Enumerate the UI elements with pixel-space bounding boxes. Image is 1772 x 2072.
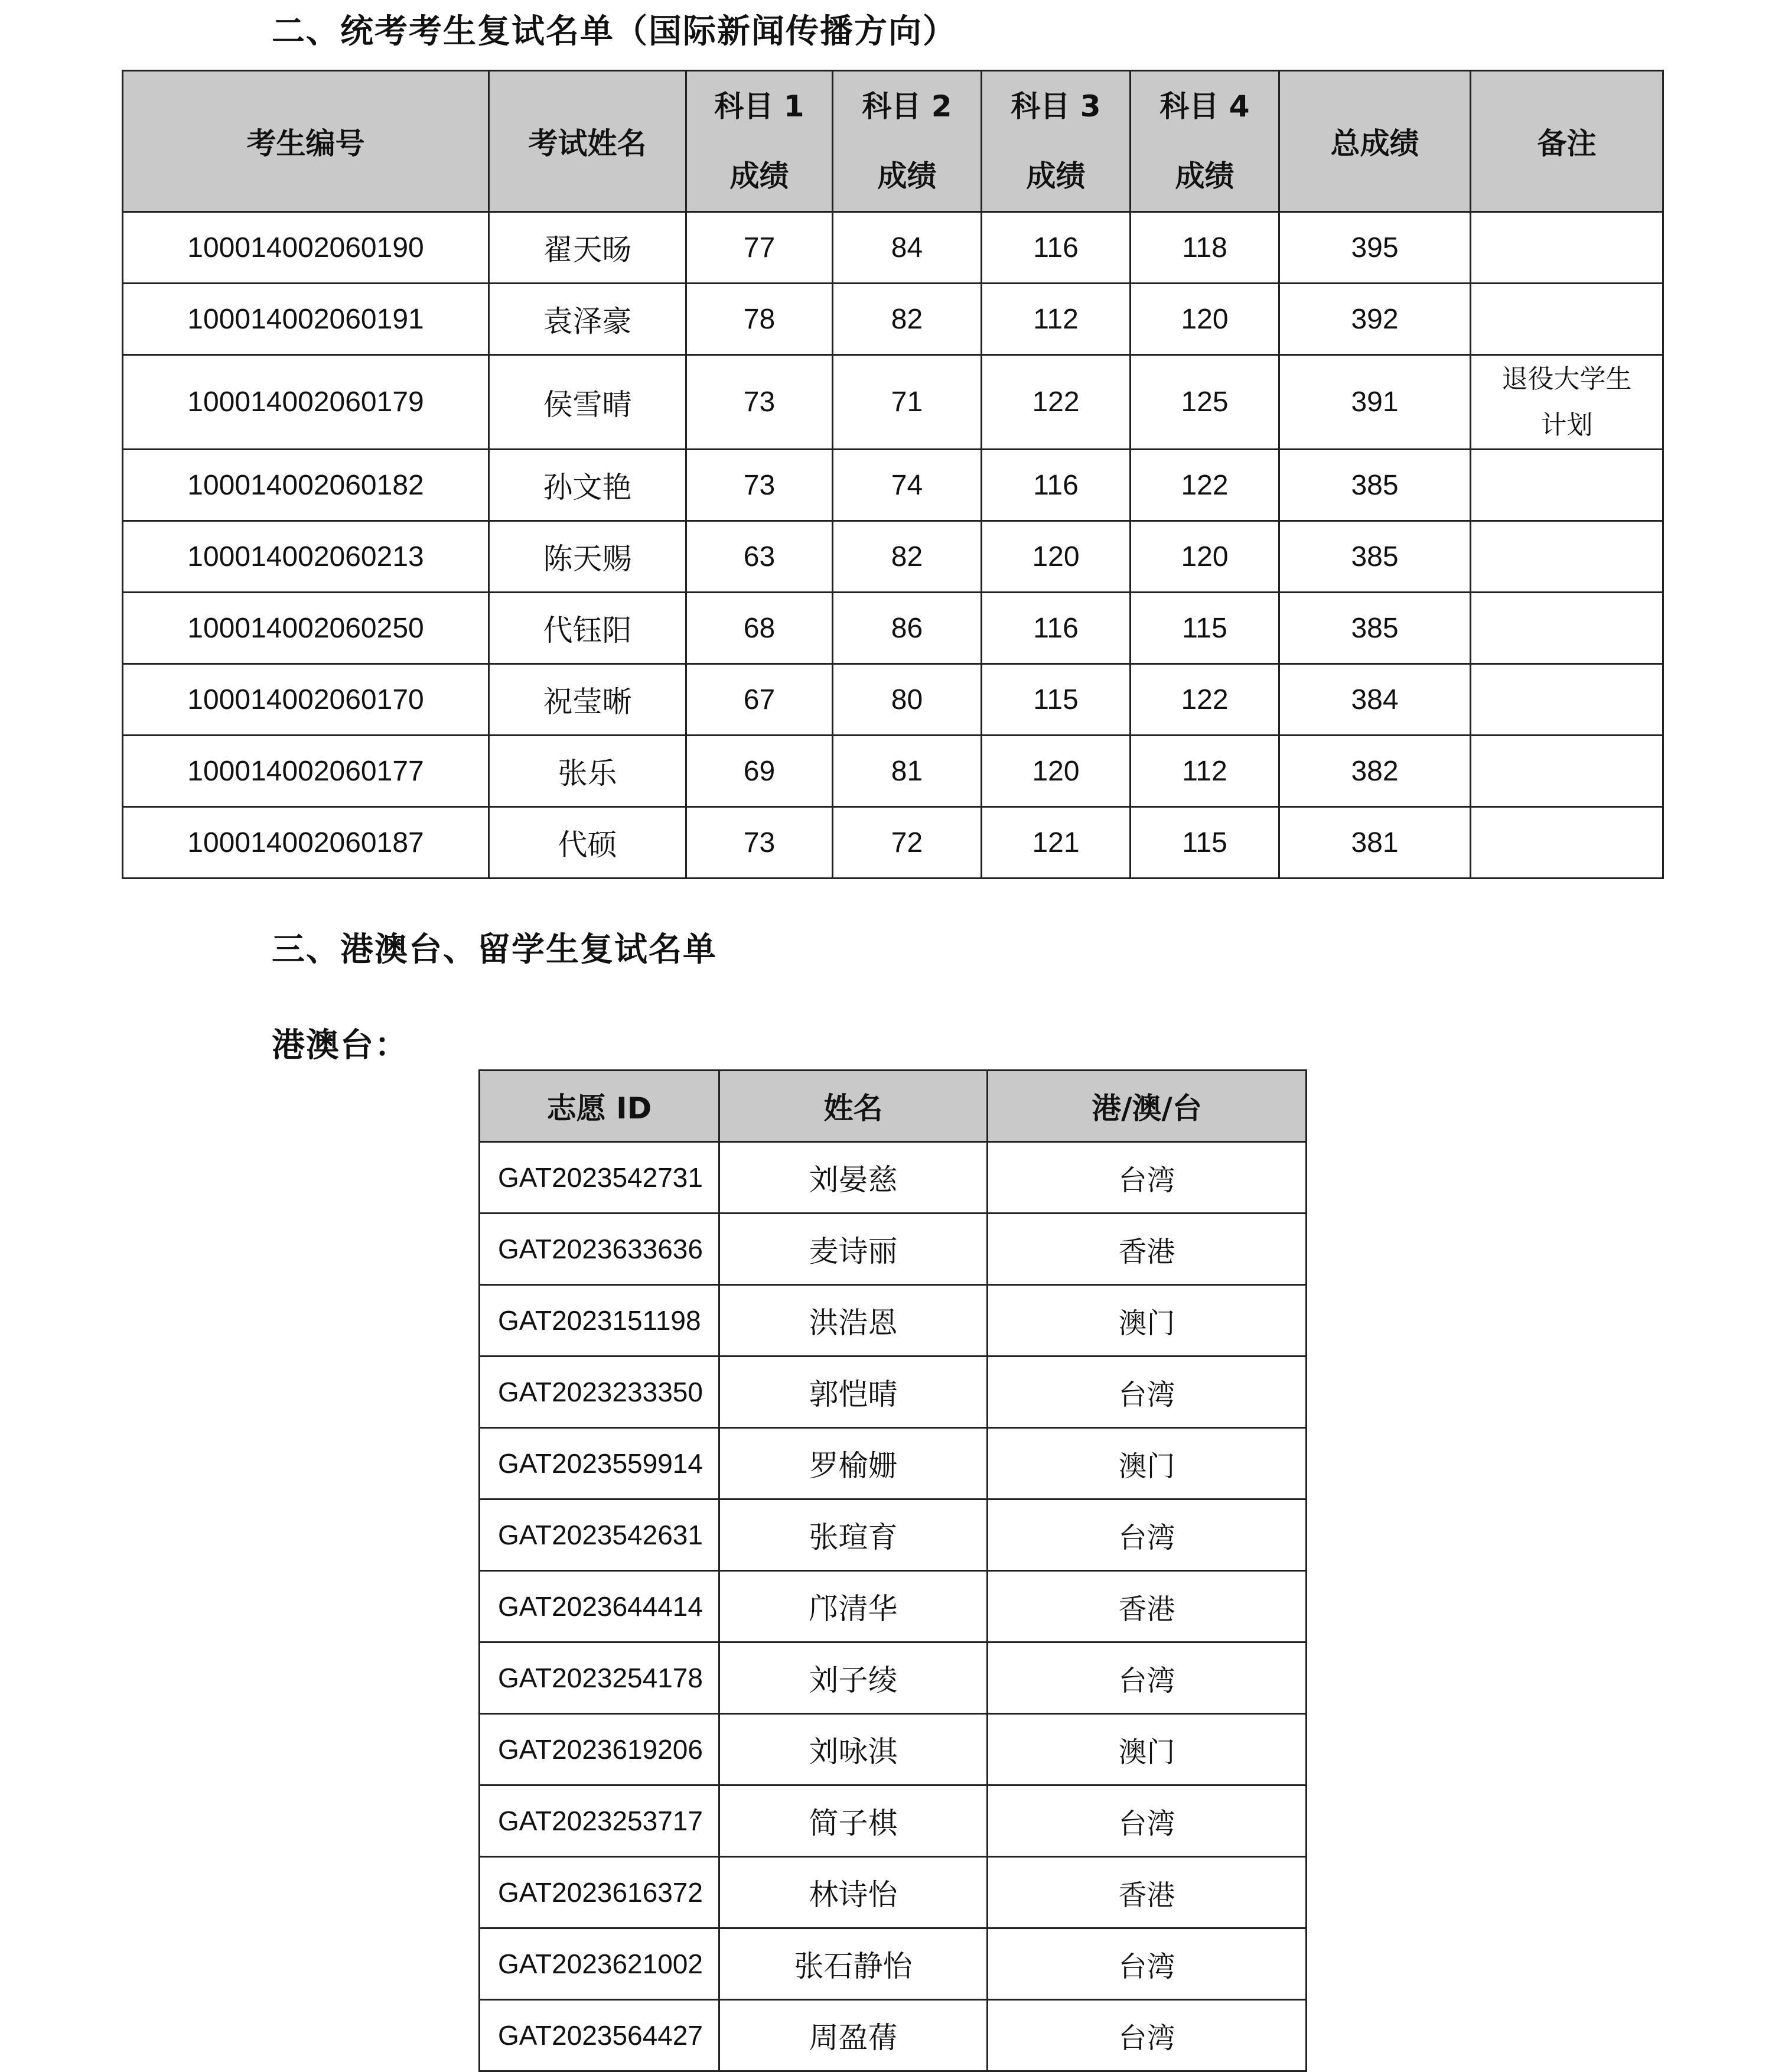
gat-table-header-row — [480, 1071, 1307, 1142]
application-id: GAT2023253717 — [480, 1785, 719, 1857]
subject-4-score: 112 — [1131, 736, 1279, 807]
applicant-name: 罗榆姗 — [719, 1428, 988, 1499]
candidate-name: 翟天旸 — [489, 212, 686, 284]
subject-1-score: 73 — [686, 807, 833, 879]
header-subject-2 — [833, 71, 982, 212]
header-candidate-name: 考试姓名 — [489, 71, 686, 212]
score-table — [122, 70, 1664, 879]
subject-4-score: 122 — [1131, 450, 1279, 521]
table-row — [480, 1214, 1307, 1285]
subject-1-score: 69 — [686, 736, 833, 807]
subject-1-score: 73 — [686, 355, 833, 450]
candidate-id: 100014002060179 — [123, 355, 489, 450]
header-candidate-id: 考生编号 — [123, 71, 489, 212]
table-row — [480, 1357, 1307, 1428]
header-subject-1-line2: 成绩 — [729, 159, 789, 193]
applicant-name: 周盈蒨 — [719, 2000, 988, 2071]
table-row — [123, 593, 1663, 664]
subject-4-score: 120 — [1131, 284, 1279, 355]
subject-1-score: 67 — [686, 664, 833, 736]
header-subject-3-line2: 成绩 — [1026, 159, 1086, 193]
header-subject-4-line2: 成绩 — [1175, 159, 1234, 193]
region: 台湾 — [988, 1928, 1307, 2000]
total-score: 392 — [1279, 284, 1471, 355]
note-cell — [1471, 664, 1663, 736]
note-cell — [1471, 593, 1663, 664]
table-row — [480, 1285, 1307, 1357]
note-cell — [1471, 521, 1663, 593]
note-cell — [1471, 736, 1663, 807]
header-subject-3 — [982, 71, 1131, 212]
total-score: 391 — [1279, 355, 1471, 450]
subject-3-score: 116 — [982, 593, 1131, 664]
region: 台湾 — [988, 1785, 1307, 1857]
table-row — [480, 1499, 1307, 1571]
candidate-id: 100014002060170 — [123, 664, 489, 736]
note-cell — [1471, 807, 1663, 879]
subject-1-score: 63 — [686, 521, 833, 593]
header-subject-4-line1: 科目 4 — [1159, 89, 1250, 123]
candidate-id: 100014002060182 — [123, 450, 489, 521]
subject-3-score: 121 — [982, 807, 1131, 879]
region: 澳门 — [988, 1714, 1307, 1785]
total-score: 385 — [1279, 521, 1471, 593]
candidate-name: 孙文艳 — [489, 450, 686, 521]
subject-1-score: 68 — [686, 593, 833, 664]
table-row — [480, 1142, 1307, 1214]
total-score: 385 — [1279, 450, 1471, 521]
region: 香港 — [988, 1857, 1307, 1928]
application-id: GAT2023542731 — [480, 1142, 719, 1214]
header-region: 港/澳/台 — [988, 1071, 1307, 1142]
header-subject-2-line1: 科目 2 — [862, 89, 952, 123]
applicant-name: 刘咏淇 — [719, 1714, 988, 1785]
application-id: GAT2023151198 — [480, 1285, 719, 1357]
application-id: GAT2023559914 — [480, 1428, 719, 1499]
note-cell — [1471, 450, 1663, 521]
section-3-subtitle: 港澳台： — [272, 1026, 409, 1065]
note-cell — [1471, 212, 1663, 284]
candidate-id: 100014002060177 — [123, 736, 489, 807]
region: 澳门 — [988, 1285, 1307, 1357]
subject-3-score: 116 — [982, 212, 1131, 284]
section-2-title: 二、统考考生复试名单（国际新闻传播方向） — [272, 12, 957, 51]
subject-3-score: 120 — [982, 736, 1131, 807]
candidate-id: 100014002060250 — [123, 593, 489, 664]
applicant-name: 郭恺晴 — [719, 1357, 988, 1428]
header-total-score: 总成绩 — [1279, 71, 1471, 212]
subject-3-score: 115 — [982, 664, 1131, 736]
region: 台湾 — [988, 1499, 1307, 1571]
applicant-name: 林诗怡 — [719, 1857, 988, 1928]
applicant-name: 张石静怡 — [719, 1928, 988, 2000]
subject-3-score: 120 — [982, 521, 1131, 593]
total-score: 381 — [1279, 807, 1471, 879]
region: 香港 — [988, 1571, 1307, 1642]
candidate-id: 100014002060213 — [123, 521, 489, 593]
applicant-name: 麦诗丽 — [719, 1214, 988, 1285]
table-row — [480, 2000, 1307, 2071]
region: 台湾 — [988, 1142, 1307, 1214]
table-row — [480, 1428, 1307, 1499]
application-id: GAT2023633636 — [480, 1214, 719, 1285]
applicant-name: 邝清华 — [719, 1571, 988, 1642]
region: 台湾 — [988, 1642, 1307, 1714]
region: 台湾 — [988, 1357, 1307, 1428]
candidate-id: 100014002060191 — [123, 284, 489, 355]
applicant-name: 张瑄育 — [719, 1499, 988, 1571]
subject-4-score: 125 — [1131, 355, 1279, 450]
table-row — [480, 1857, 1307, 1928]
subject-2-score: 74 — [833, 450, 982, 521]
subject-2-score: 82 — [833, 284, 982, 355]
total-score: 395 — [1279, 212, 1471, 284]
header-name: 姓名 — [719, 1071, 988, 1142]
table-row — [123, 284, 1663, 355]
application-id: GAT2023621002 — [480, 1928, 719, 2000]
candidate-name: 陈天赐 — [489, 521, 686, 593]
applicant-name: 洪浩恩 — [719, 1285, 988, 1357]
subject-4-score: 118 — [1131, 212, 1279, 284]
application-id: GAT2023616372 — [480, 1857, 719, 1928]
region: 香港 — [988, 1214, 1307, 1285]
applicant-name: 刘晏慈 — [719, 1142, 988, 1214]
candidate-name: 袁泽豪 — [489, 284, 686, 355]
table-row — [123, 736, 1663, 807]
applicant-name: 简子棋 — [719, 1785, 988, 1857]
subject-2-score: 71 — [833, 355, 982, 450]
subject-4-score: 120 — [1131, 521, 1279, 593]
subject-1-score: 78 — [686, 284, 833, 355]
subject-1-score: 77 — [686, 212, 833, 284]
header-application-id: 志愿 ID — [480, 1071, 719, 1142]
application-id: GAT2023542631 — [480, 1499, 719, 1571]
application-id: GAT2023233350 — [480, 1357, 719, 1428]
candidate-name: 侯雪晴 — [489, 355, 686, 450]
table-row — [123, 807, 1663, 879]
score-table-header-row — [123, 71, 1663, 212]
header-subject-1 — [686, 71, 833, 212]
table-row — [480, 1642, 1307, 1714]
candidate-name: 代硕 — [489, 807, 686, 879]
header-subject-1-line1: 科目 1 — [714, 89, 804, 123]
table-row — [480, 1571, 1307, 1642]
subject-2-score: 81 — [833, 736, 982, 807]
table-row — [480, 1785, 1307, 1857]
table-row — [123, 212, 1663, 284]
header-subject-4 — [1131, 71, 1279, 212]
candidate-name: 张乐 — [489, 736, 686, 807]
region: 台湾 — [988, 2000, 1307, 2071]
subject-4-score: 115 — [1131, 807, 1279, 879]
subject-4-score: 115 — [1131, 593, 1279, 664]
candidate-name: 代钰阳 — [489, 593, 686, 664]
table-row — [123, 450, 1663, 521]
subject-2-score: 72 — [833, 807, 982, 879]
application-id: GAT2023644414 — [480, 1571, 719, 1642]
header-note: 备注 — [1471, 71, 1663, 212]
table-row — [123, 355, 1663, 450]
gat-table — [478, 1069, 1307, 2072]
region: 澳门 — [988, 1428, 1307, 1499]
note-line-1: 退役大学生 — [1501, 363, 1632, 394]
subject-2-score: 82 — [833, 521, 982, 593]
candidate-id: 100014002060190 — [123, 212, 489, 284]
header-subject-3-line1: 科目 3 — [1011, 89, 1101, 123]
table-row — [123, 521, 1663, 593]
section-3-title: 三、港澳台、留学生复试名单 — [272, 931, 717, 969]
applicant-name: 刘子绫 — [719, 1642, 988, 1714]
subject-2-score: 80 — [833, 664, 982, 736]
subject-3-score: 122 — [982, 355, 1131, 450]
total-score: 384 — [1279, 664, 1471, 736]
subject-3-score: 116 — [982, 450, 1131, 521]
subject-4-score: 122 — [1131, 664, 1279, 736]
subject-2-score: 84 — [833, 212, 982, 284]
note-cell — [1471, 355, 1663, 450]
total-score: 385 — [1279, 593, 1471, 664]
total-score: 382 — [1279, 736, 1471, 807]
table-row — [480, 1714, 1307, 1785]
candidate-name: 祝莹晰 — [489, 664, 686, 736]
subject-1-score: 73 — [686, 450, 833, 521]
note-line-2: 计划 — [1540, 409, 1593, 440]
header-subject-2-line2: 成绩 — [877, 159, 937, 193]
subject-3-score: 112 — [982, 284, 1131, 355]
application-id: GAT2023254178 — [480, 1642, 719, 1714]
table-row — [480, 1928, 1307, 2000]
note-cell — [1471, 284, 1663, 355]
subject-2-score: 86 — [833, 593, 982, 664]
application-id: GAT2023619206 — [480, 1714, 719, 1785]
candidate-id: 100014002060187 — [123, 807, 489, 879]
application-id: GAT2023564427 — [480, 2000, 719, 2071]
table-row — [123, 664, 1663, 736]
